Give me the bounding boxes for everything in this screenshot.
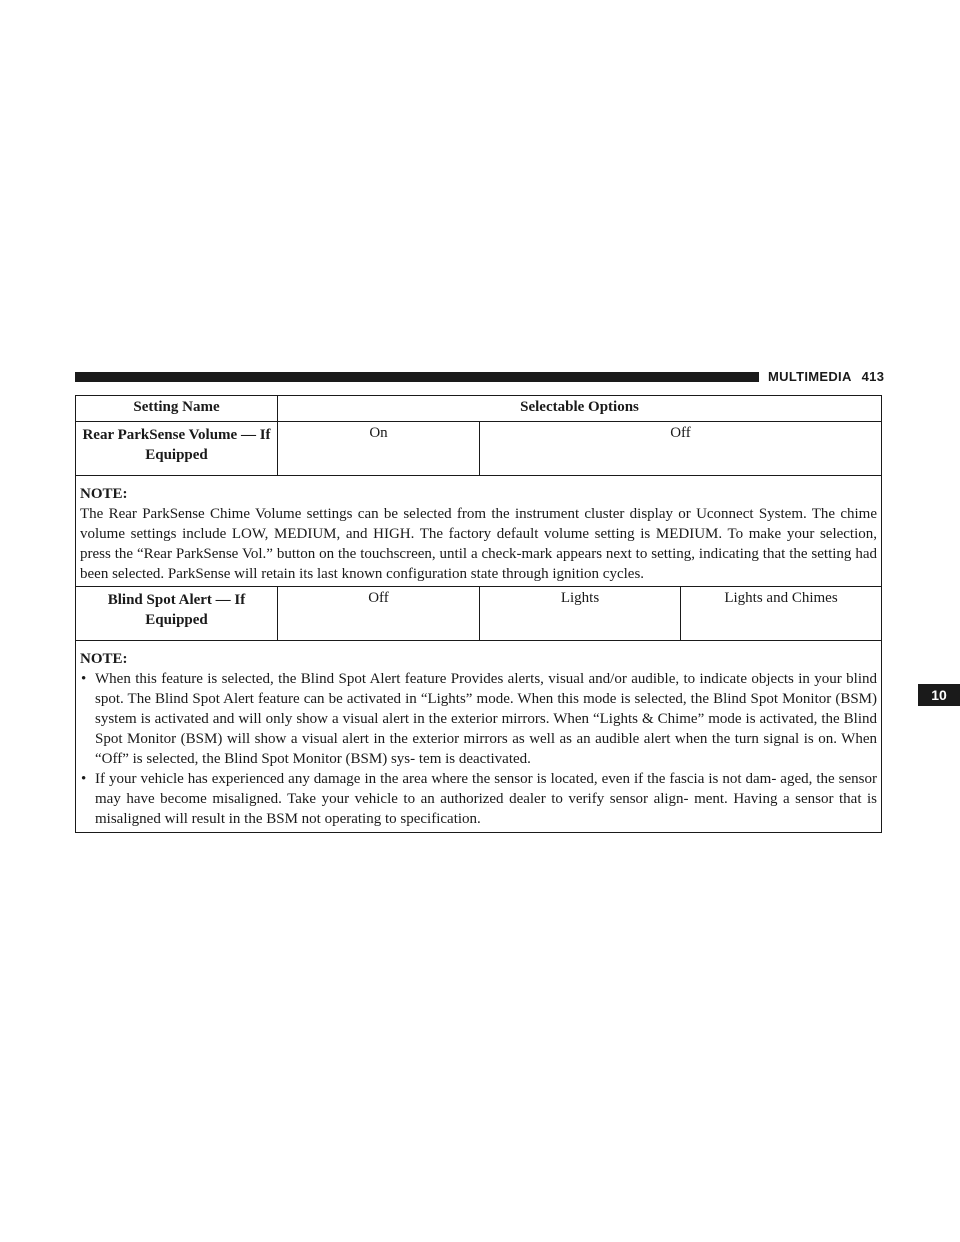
note-rear-parksense: [76, 476, 882, 587]
running-header: [768, 369, 884, 384]
option-off: Off: [480, 422, 882, 476]
settings-table: [75, 395, 882, 833]
column-header-selectable-options: Selectable Options: [278, 396, 882, 422]
option-lights: Lights: [480, 587, 681, 641]
table-row: [76, 587, 882, 641]
option-off: Off: [278, 587, 480, 641]
note-text: The Rear ParkSense Chime Volume settings can be selected from the instrument cluster display or Uconnect System. The chime volume settings include LOW, MEDIUM, and HIGH. The factory default volume setting is MEDIUM. To make your selection, press the “Rear ParkSense Vol.” button on the touchscreen, until a check-mark appears next to setting, indicating that the setting had been selected. ParkSense will retain its last known configuration state through ignition cycles.: [80, 506, 878, 582]
page-number: 413: [861, 369, 885, 384]
bullet-text: If your vehicle has experienced any damage in the area where the sensor is located, even if the fascia is not dam- aged, the sensor may have become misaligned. Take your vehicle to an authorized dealer to verify sensor align- ment. Having a sensor that is misaligned will result in the BSM not operating to specification.: [95, 771, 878, 827]
bullet-icon: •: [81, 671, 87, 687]
note-bullet-list: [80, 669, 877, 829]
option-lights-and-chimes: Lights and Chimes: [681, 587, 882, 641]
list-item: [80, 769, 877, 829]
header-rule: [75, 372, 759, 382]
table-row: [76, 476, 882, 587]
setting-name-rear-parksense-volume: Rear ParkSense Volume — If Equipped: [76, 422, 278, 476]
note-blind-spot-alert: [76, 641, 882, 833]
setting-name-blind-spot-alert: Blind Spot Alert — If Equipped: [76, 587, 278, 641]
section-title: MULTIMEDIA: [768, 369, 852, 384]
option-on: On: [278, 422, 480, 476]
table-row: [76, 641, 882, 833]
table-row: [76, 422, 882, 476]
table-header-row: [76, 396, 882, 422]
list-item: [80, 669, 877, 769]
column-header-setting-name: Setting Name: [76, 396, 278, 422]
note-title: NOTE:: [80, 651, 128, 667]
note-title: NOTE:: [80, 486, 128, 502]
bullet-icon: •: [81, 771, 87, 787]
bullet-text: When this feature is selected, the Blind Spot Alert feature Provides alerts, visual and/or audible, to indicate objects in your blind spot. The Blind Spot Alert feature can be activated in “Lights” mode. When this mode is selected, the Blind Spot Monitor (BSM) system is activated and will only show a visual alert in the exterior mirrors. When “Lights & Chime” mode is activated, the Blind Spot Monitor (BSM) will show a visual alert in the exterior mirrors as well as an audible alert when the turn signal is on. When “Off” is selected, the Blind Spot Monitor (BSM) sys- tem is deactivated.: [95, 671, 878, 767]
chapter-tab[interactable]: 10: [918, 684, 960, 706]
